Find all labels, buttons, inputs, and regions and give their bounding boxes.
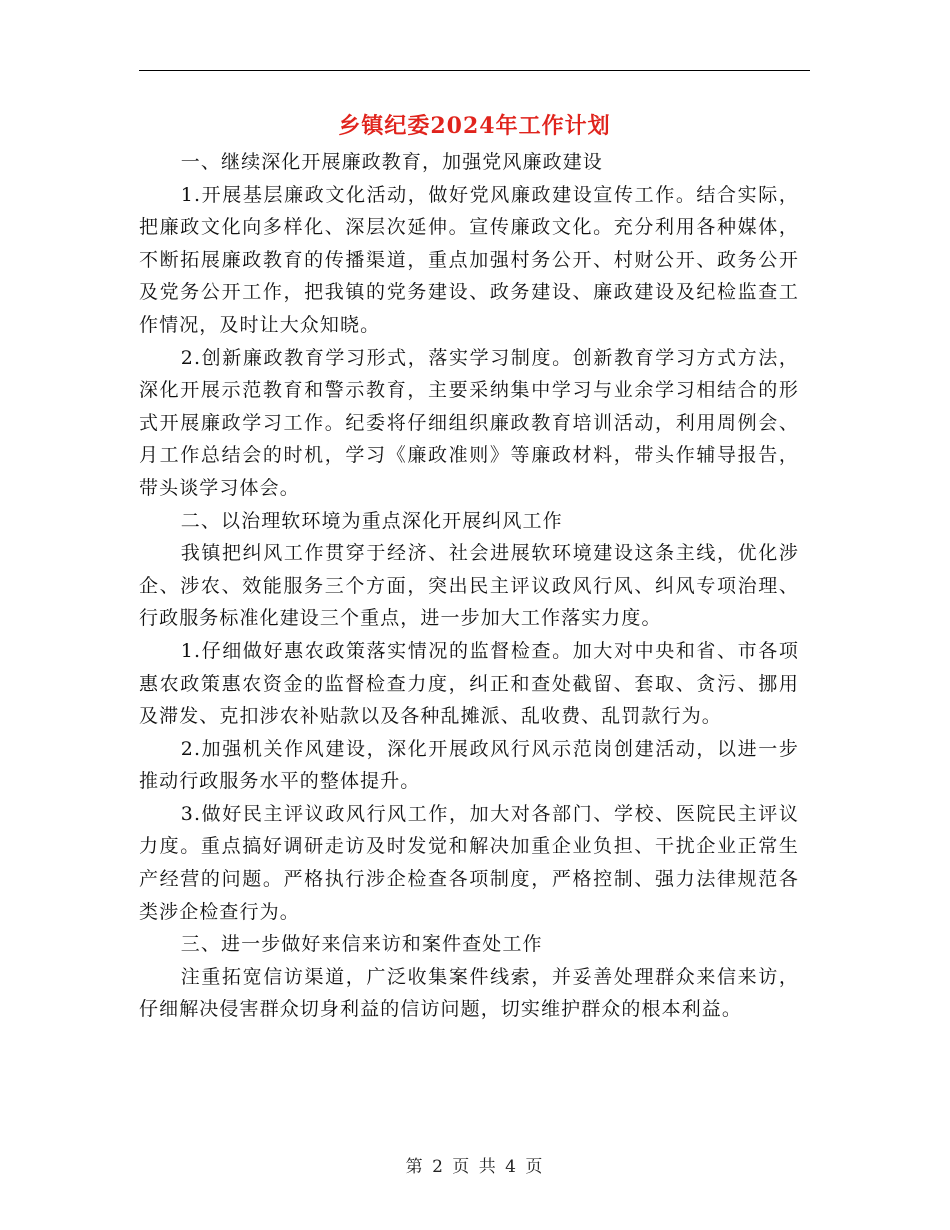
document-body <box>139 146 799 1026</box>
section-heading-1: 一、继续深化开展廉政教育，加强党风廉政建设 <box>180 151 603 173</box>
paragraph-2-3: 3.做好民主评议政风行风工作，加大对各部门、学校、医院民主评议力度。重点搞好调研走访及时发觉和解决加重企业负担、干扰企业正常生产经营的问题。严格执行涉企检查各项制度，严格控制、强力法律规范各类涉企检查行为。 <box>139 802 799 923</box>
paragraph-2-1: 1.仔细做好惠农政策落实情况的监督检查。加大对中央和省、市各项惠农政策惠农资金的监督检查力度，纠正和查处截留、套取、贪污、挪用及滞发、克扣涉农补贴款以及各种乱摊派、乱收费、乱罚款行为。 <box>139 639 799 728</box>
paragraph-2-2: 2.加强机关作风建设，深化开展政风行风示范岗创建活动，以进一步推动行政服务水平的整体提升。 <box>139 737 799 793</box>
paragraph-2-intro: 我镇把纠风工作贯穿于经济、社会进展软环境建设这条主线，优化涉企、涉农、效能服务三个方面，突出民主评议政风行风、纠风专项治理、行政服务标准化建设三个重点，进一步加大工作落实力度。 <box>139 542 799 630</box>
page-number-label: 第 2 页 共 4 页 <box>405 1157 545 1177</box>
document-title: 乡镇纪委2024年工作计划 <box>338 113 611 139</box>
paragraph-1-2: 2.创新廉政教育学习形式，落实学习制度。创新教育学习方式方法，深化开展示范教育和警示教育，主要采纳集中学习与业余学习相结合的形式开展廉政学习工作。纪委将仔细组织廉政教育培训活动，利用周例会、月工作总结会的时机，学习《廉政准则》等廉政材料，带头作辅导报告，带头谈学习体会。 <box>139 346 799 499</box>
header-rule <box>139 70 810 71</box>
page-number-footer <box>0 1152 950 1177</box>
paragraph-3-1: 注重拓宽信访渠道，广泛收集案件线索，并妥善处理群众来信来访，仔细解决侵害群众切身利益的信访问题，切实维护群众的根本利益。 <box>139 965 799 1021</box>
section-heading-3: 三、进一步做好来信来访和案件查处工作 <box>180 933 543 956</box>
paragraph-1-1: 1.开展基层廉政文化活动，做好党风廉政建设宣传工作。结合实际，把廉政文化向多样化、深层次延伸。宣传廉政文化。充分利用各种媒体，不断拓展廉政教育的传播渠道，重点加强村务公开、村财公开、政务公开及党务公开工作，把我镇的党务建设、政务建设、廉政建设及纪检监查工作情况，及时让大众知晓。 <box>139 183 799 336</box>
section-heading-2: 二、以治理软环境为重点深化开展纠风工作 <box>180 509 563 532</box>
